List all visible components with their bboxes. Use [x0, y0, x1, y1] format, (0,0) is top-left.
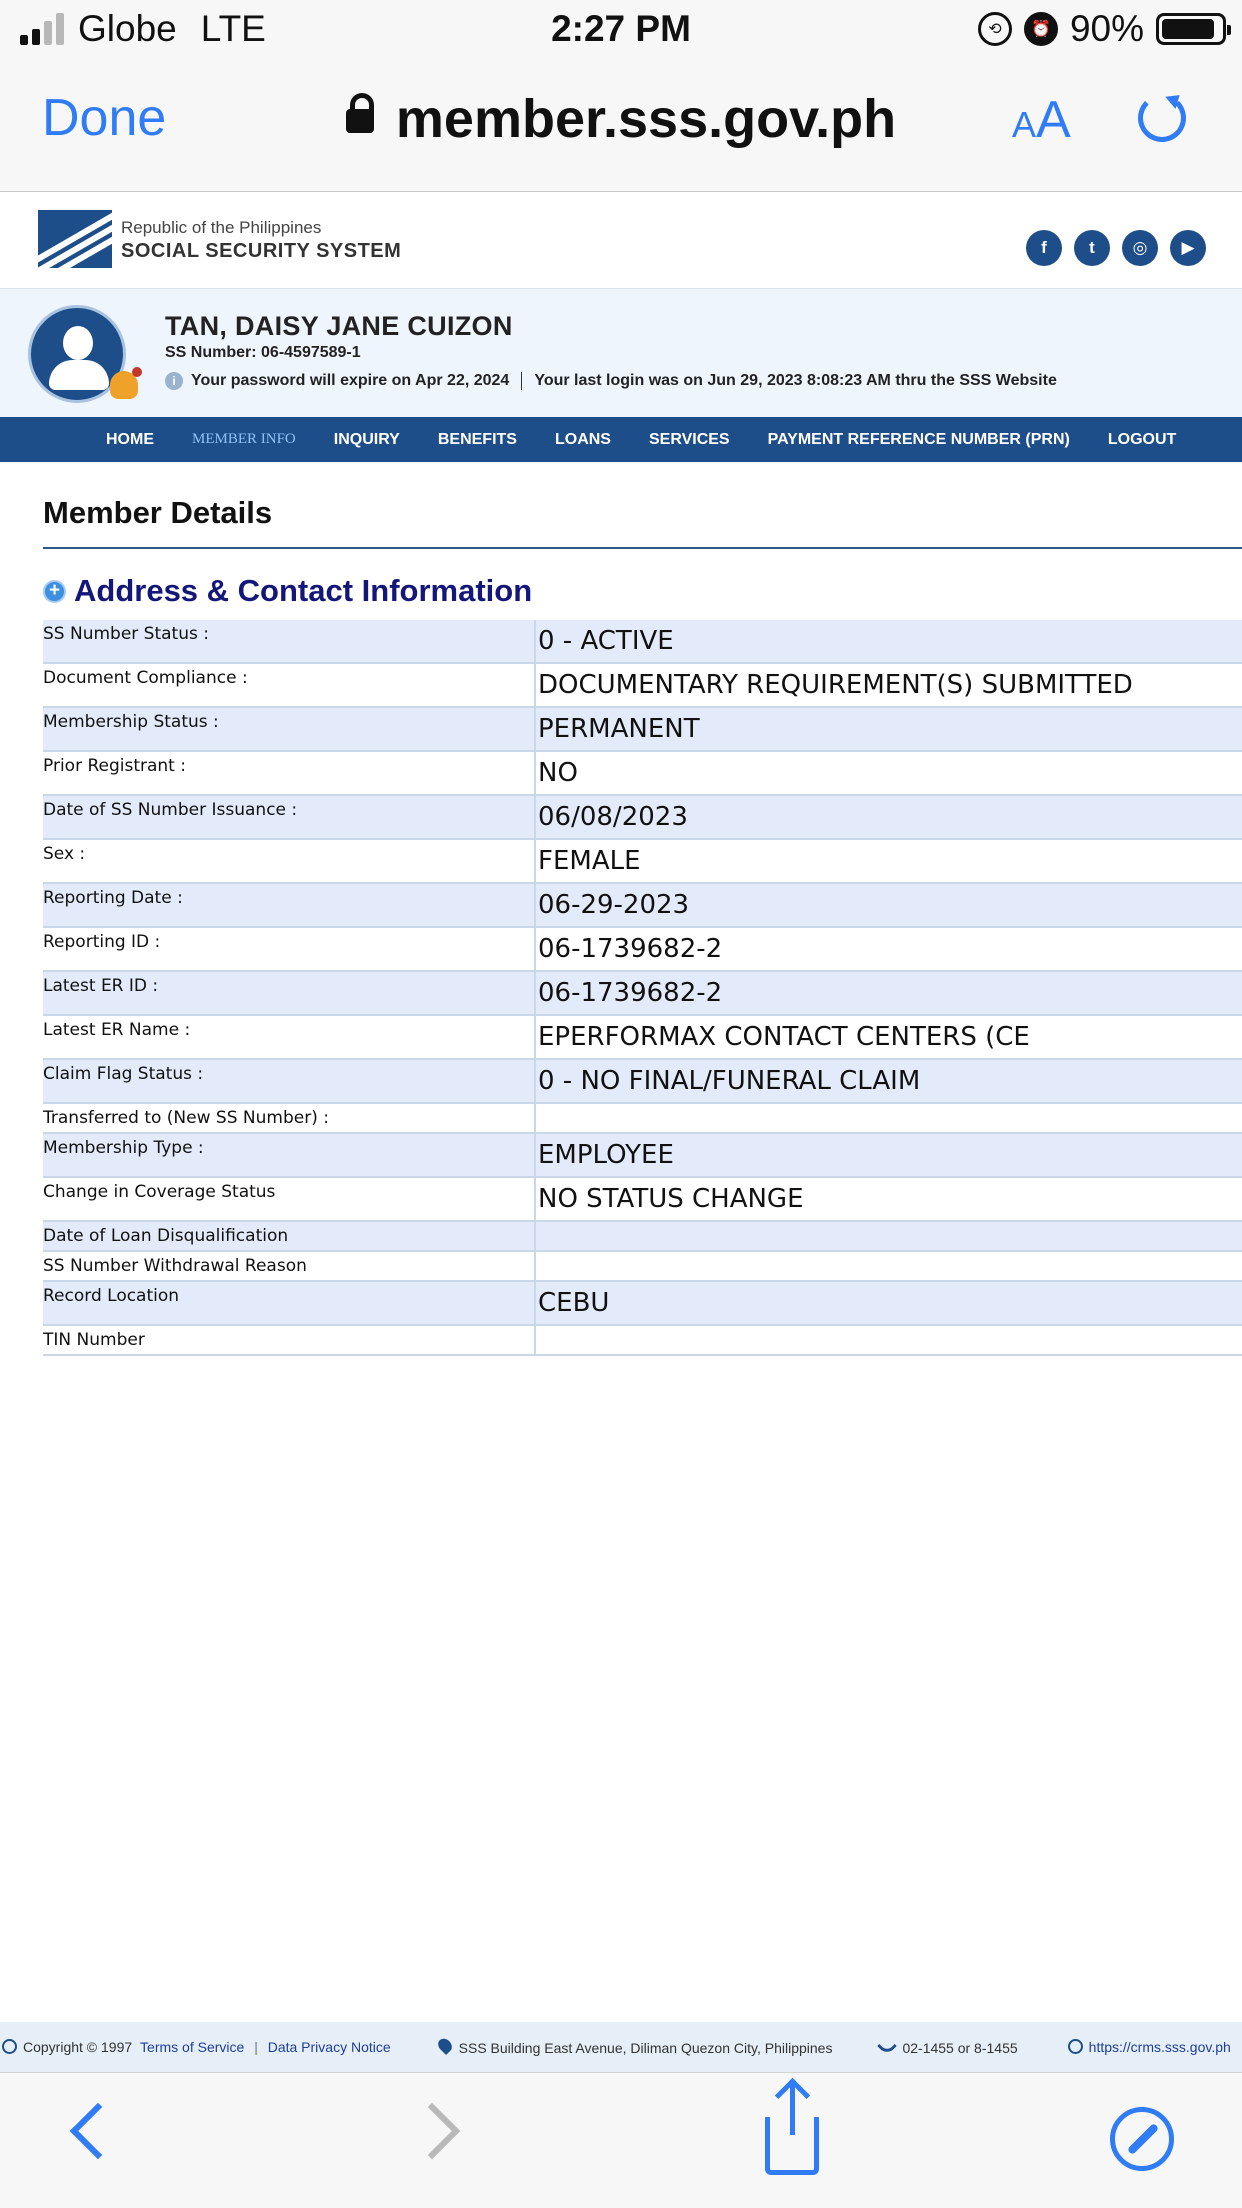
social-links — [1026, 230, 1206, 266]
divider — [521, 372, 522, 390]
sss-logo[interactable] — [38, 210, 112, 268]
table-row — [43, 1326, 1242, 1356]
phone-group — [880, 2039, 1017, 2056]
row-value: NO — [538, 758, 578, 788]
nav-logout[interactable]: LOGOUT — [1107, 430, 1177, 448]
logo-text[interactable] — [121, 218, 401, 263]
section-title: Address & Contact Information — [74, 573, 533, 608]
text-size-button[interactable] — [1012, 90, 1071, 150]
copyright-text: Copyright © 1997 — [23, 2039, 133, 2055]
row-label: Record Location — [43, 1282, 536, 1324]
battery-fill — [1162, 19, 1214, 39]
table-row — [43, 664, 1242, 708]
website-group — [1068, 2039, 1231, 2055]
browser-bottom-toolbar — [0, 2072, 1242, 2208]
row-value — [536, 1104, 1242, 1132]
logo-org-name: SOCIAL SECURITY SYSTEM — [121, 240, 402, 262]
logo-country: Republic of the Philippines — [121, 218, 322, 237]
table-row — [43, 1016, 1242, 1060]
row-label: Reporting ID : — [43, 928, 536, 970]
instagram-icon[interactable]: ◎ — [1122, 230, 1158, 266]
notification-bell-icon[interactable] — [110, 371, 138, 399]
row-label: Membership Status : — [43, 708, 536, 750]
twitter-icon[interactable]: t — [1074, 230, 1110, 266]
table-row — [43, 1252, 1242, 1282]
facebook-icon[interactable]: f — [1026, 230, 1062, 266]
battery-percent: 90% — [1069, 8, 1144, 49]
row-label: Date of SS Number Issuance : — [43, 796, 536, 838]
nav-loans[interactable]: LOANS — [554, 430, 611, 448]
nav-prn[interactable]: PAYMENT REFERENCE NUMBER (PRN) — [767, 430, 1070, 448]
rotation-lock-icon: ⟲ — [978, 12, 1012, 46]
table-row — [43, 752, 1242, 796]
row-value: 0 - NO FINAL/FUNERAL CLAIM — [538, 1066, 921, 1096]
nav-inquiry[interactable]: INQUIRY — [333, 430, 400, 448]
table-row — [43, 708, 1242, 752]
battery-icon — [1156, 13, 1226, 45]
login-notice — [165, 372, 1057, 390]
nav-home[interactable]: HOME — [106, 430, 154, 448]
table-row — [43, 884, 1242, 928]
row-value: 06-1739682-2 — [538, 934, 723, 964]
site-header — [0, 192, 1242, 287]
share-icon[interactable] — [765, 2117, 819, 2175]
phone-text: 02-1455 or 8-1455 — [902, 2039, 1018, 2056]
last-login-text: Your last login was on Jun 29, 2023 8:08:23 AM thru the SSS Website — [534, 372, 1057, 389]
row-value: 06-1739682-2 — [538, 978, 723, 1008]
page-title: Member Details — [43, 495, 273, 530]
row-label: Prior Registrant : — [43, 752, 536, 794]
back-icon[interactable] — [70, 2103, 127, 2160]
member-banner — [0, 288, 1242, 417]
row-label: Date of Loan Disqualification — [43, 1222, 536, 1250]
row-value — [536, 1326, 1242, 1354]
row-label: Latest ER ID : — [43, 972, 536, 1014]
done-button[interactable]: Done — [42, 89, 167, 147]
row-label: Transferred to (New SS Number) : — [43, 1104, 536, 1132]
row-label: Change in Coverage Status — [43, 1178, 536, 1220]
row-value — [536, 1252, 1242, 1280]
row-value: DOCUMENTARY REQUIREMENT(S) SUBMITTED — [538, 670, 1133, 700]
site-footer — [0, 2022, 1242, 2072]
divider: | — [254, 2039, 258, 2055]
table-row — [43, 972, 1242, 1016]
table-row — [43, 840, 1242, 884]
row-label: SS Number Status : — [43, 620, 536, 662]
row-value — [536, 1222, 1242, 1250]
lock-icon — [346, 109, 374, 133]
row-label: Sex : — [43, 840, 536, 882]
address-text: SSS Building East Avenue, Diliman Quezon City, Philippines — [458, 2040, 833, 2056]
row-value: FEMALE — [538, 846, 641, 876]
table-row — [43, 1104, 1242, 1134]
carrier-name: Globe — [78, 8, 177, 49]
text-size-small: A — [1012, 104, 1037, 145]
table-row — [43, 928, 1242, 972]
ss-number: SS Number: 06-4597589-1 — [165, 344, 361, 361]
phone-icon — [878, 2036, 898, 2056]
nav-benefits[interactable]: BENEFITS — [437, 430, 517, 448]
main-nav — [0, 417, 1242, 462]
expand-icon[interactable]: + — [43, 580, 66, 603]
network-type: LTE — [200, 8, 266, 49]
table-row — [43, 1178, 1242, 1222]
row-value: 06-29-2023 — [538, 890, 690, 920]
password-expiry-text: Your password will expire on Apr 22, 2024 — [191, 372, 510, 389]
url-text: member.sss.gov.ph — [395, 89, 897, 149]
status-bar-right — [978, 8, 1226, 50]
row-value: 06/08/2023 — [538, 802, 688, 832]
table-row — [43, 1060, 1242, 1104]
title-divider — [43, 547, 1242, 549]
youtube-icon[interactable]: ▶ — [1170, 230, 1206, 266]
alarm-icon: ⏰ — [1024, 12, 1058, 46]
row-label: TIN Number — [43, 1326, 536, 1354]
globe-icon — [1068, 2039, 1083, 2054]
status-bar — [0, 0, 1242, 62]
compass-icon[interactable] — [1110, 2107, 1174, 2171]
table-row — [43, 620, 1242, 664]
table-row — [43, 1282, 1242, 1326]
status-time: 2:27 PM — [551, 8, 691, 49]
browser-toolbar — [0, 62, 1242, 192]
row-label: Document Compliance : — [43, 664, 536, 706]
table-row — [43, 1134, 1242, 1178]
globe-icon — [2, 2039, 17, 2054]
copyright-group — [2, 2039, 391, 2055]
row-value: EPERFORMAX CONTACT CENTERS (CE — [538, 1022, 1030, 1052]
terms-link[interactable]: Terms of Service — [140, 2039, 245, 2055]
row-label: Claim Flag Status : — [43, 1060, 536, 1102]
privacy-link[interactable]: Data Privacy Notice — [267, 2039, 391, 2055]
row-value: NO STATUS CHANGE — [538, 1184, 804, 1214]
row-value: 0 - ACTIVE — [538, 626, 674, 656]
location-pin-icon — [435, 2036, 454, 2055]
address-group — [439, 2038, 833, 2056]
row-label: Reporting Date : — [43, 884, 536, 926]
row-label: SS Number Withdrawal Reason — [43, 1252, 536, 1280]
reload-icon[interactable] — [1138, 94, 1186, 142]
nav-services[interactable]: SERVICES — [648, 430, 730, 448]
row-value: CEBU — [538, 1288, 610, 1318]
member-name: TAN, DAISY JANE CUIZON — [165, 311, 513, 341]
row-value: EMPLOYEE — [538, 1140, 674, 1170]
section-header[interactable] — [43, 573, 532, 609]
member-details-table — [43, 620, 1242, 1356]
text-size-large: A — [1036, 91, 1071, 149]
row-label: Membership Type : — [43, 1134, 536, 1176]
row-label: Latest ER Name : — [43, 1016, 536, 1058]
row-value: PERMANENT — [538, 714, 700, 744]
nav-member-info[interactable]: MEMBER INFO — [192, 431, 296, 447]
info-icon: i — [165, 372, 183, 390]
table-row — [43, 1222, 1242, 1252]
table-row — [43, 796, 1242, 840]
website-link[interactable]: https://crms.sss.gov.ph — [1088, 2039, 1231, 2055]
forward-icon[interactable] — [404, 2103, 461, 2160]
